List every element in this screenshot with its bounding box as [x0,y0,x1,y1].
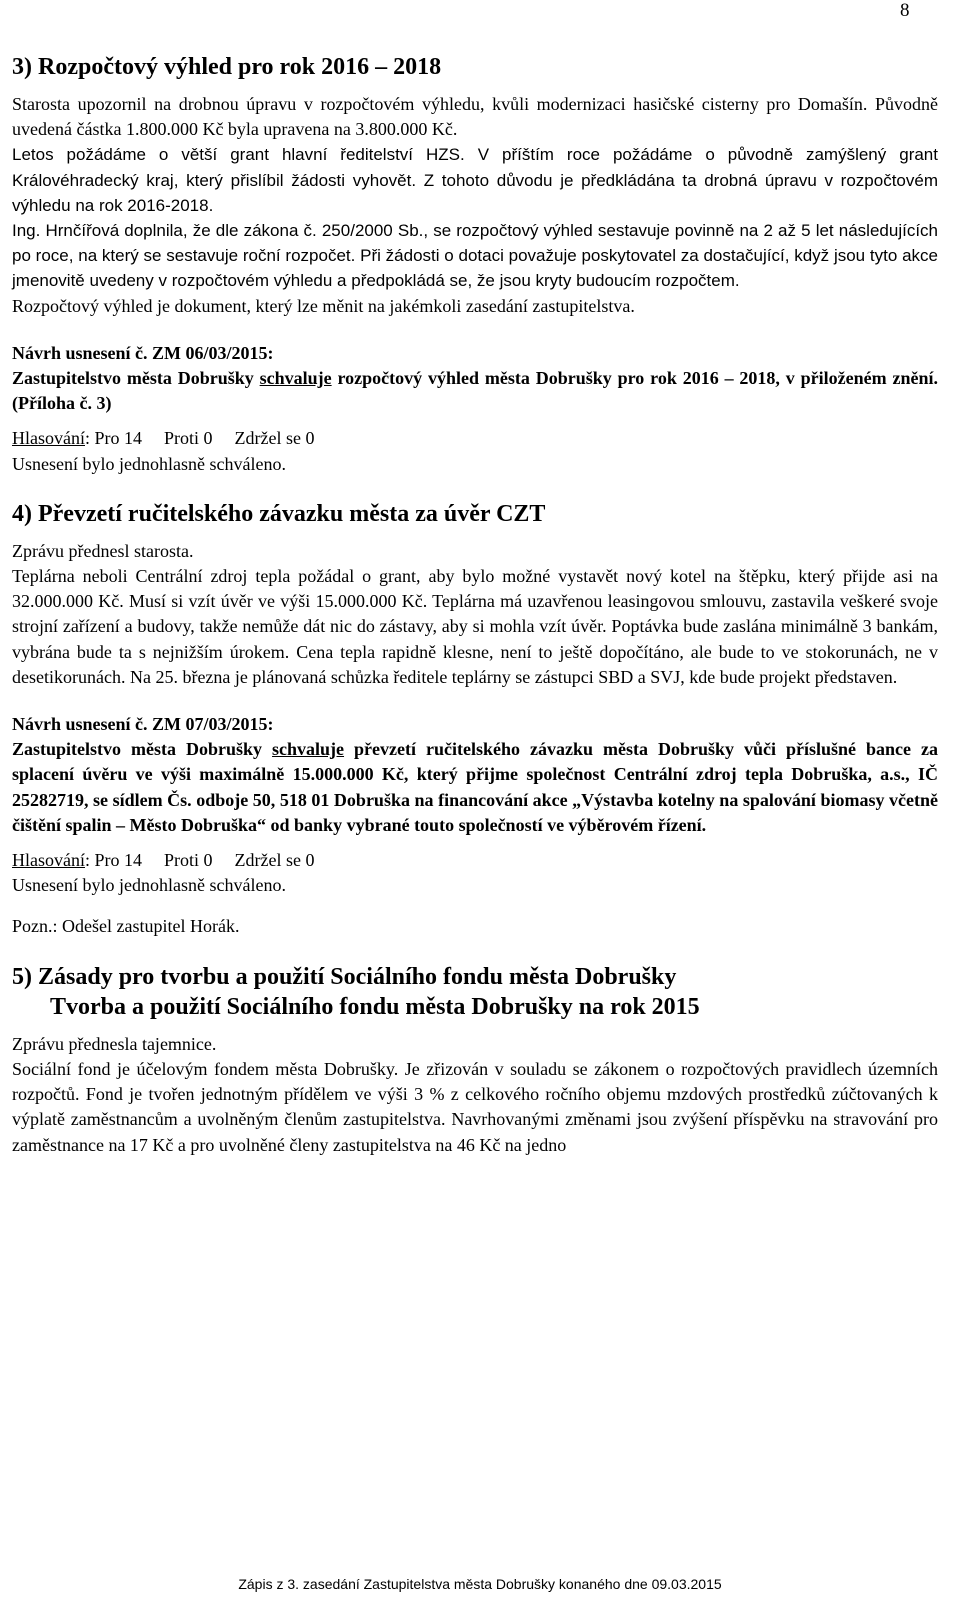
section5-para1: Sociální fond je účelovým fondem města Dobrušky. Je zřizován v souladu se zákonem o rozpočtových pravidlech územních rozpočtů. Fond je tvořen jednotným přídělem ve výši 3 % z celkového ročního objemu mzdových prostředků zúčtovaných k výplatě zaměstnancům a uvolněným členům zastupitelstva. Navrhovanými změnami jsou zvýšení příspěvku na stravování pro zaměstnance na 17 Kč a pro uvolněné členy zastupitelstva na 46 Kč na jedno [12,1058,938,1155]
section4-vote: Hlasování: Pro 14 Proti 0 Zdržel se 0 [12,850,315,871]
section3-para3: Ing. Hrnčířová doplnila, že dle zákona č. 250/2000 Sb., se rozpočtový výhled sestavuje povinně na 2 až 5 let následujících po roce, na který se sestavuje roční rozpočet. Při žádosti o dotaci považuje poskytovatel za dostačující, když jsou tyto akce jmenovitě uvedeny v rozpočtovém výhledu a předpokládá se, že jsou kryty budoucím rozpočtem. [12,221,938,291]
section3-result: Usnesení bylo jednohlasně schváleno. [12,453,286,474]
proposal-verb: schvaluje [272,739,345,760]
section3-proposal-text [12,366,938,416]
section4-proposal-title [12,712,938,737]
vote-for: Pro 14 [94,850,143,871]
section4-result: Usnesení bylo jednohlasně schváleno. [12,875,286,896]
vote-label: Hlasování [12,850,85,871]
section4-heading: 4) Převzetí ručitelského závazku města za úvěr CZT [12,500,546,527]
section3-vote: Hlasování: Pro 14 Proti 0 Zdržel se 0 [12,428,315,449]
section3-proposal-title [12,341,938,366]
proposal-label: Návrh usnesení č. [12,342,148,363]
section5-subheading: Tvorba a použití Sociálního fondu města Dobrušky na rok 2015 [50,993,700,1020]
vote-against: Proti 0 [164,428,213,449]
proposal-id: ZM 06/03/2015: [152,342,274,363]
proposal-text-a: Zastupitelstvo města Dobrušky [12,368,254,389]
document-body [12,52,938,1158]
section4-reporter: Zprávu přednesl starosta. [12,540,194,561]
proposal-id: ZM 07/03/2015: [152,714,274,735]
proposal-verb: schvaluje [259,368,332,389]
section4-proposal-text [12,737,938,838]
section4-note: Pozn.: Odešel zastupitel Horák. [12,916,240,937]
vote-abstain: Zdržel se 0 [234,428,315,449]
vote-for: Pro 14 [94,428,143,449]
proposal-label: Návrh usnesení č. [12,714,148,735]
page-number: 8 [900,0,910,21]
section5-heading: 5) Zásady pro tvorbu a použití Sociálního fondu města Dobrušky [12,963,677,990]
vote-abstain: Zdržel se 0 [234,850,315,871]
section3-para2: Letos požádáme o větší grant hlavní ředitelství HZS. V příštím roce požádáme o původně zamýšlený grant Královéhradecký kraj, který přislíbil žádosti vyhovět. Z tohoto důvodu je předkládána ta drobná úpravu v rozpočtovém výhledu na rok 2016-2018. [12,145,938,215]
section4-para1: Teplárna neboli Centrální zdroj tepla požádal o grant, aby bylo možné vystavět nový kotel na štěpku, který přijde asi na 32.000.000 Kč. Musí si vzít úvěr ve výši 15.000.000 Kč. Teplárna má uzavřenou leasingovou smlouvu, zastavila veškeré svoje strojní zařízení a budovy, takže nemůže dát nic do zástavy, aby si mohla vzít úvěr. Poptávka bude zaslána minimálně 3 bankám, vybrána bude ta s nejnižším úrokem. Cena tepla rapidně klesne, není to ještě dopočítáno, ale bude to ve stokorunách, ne v desetikorunách. Na 25. března je plánovaná schůzka ředitele teplárny se zástupci SBD a SVJ, kde bude projekt představen. [12,566,938,687]
vote-against: Proti 0 [164,850,213,871]
proposal-text-a: Zastupitelstvo města Dobrušky [12,739,263,760]
proposal-text-b: rozpočtový výhled města Dobrušky pro rok 2016 – 2018, v přiloženém znění. (Příloha č. 3) [12,368,939,414]
section3-heading: 3) Rozpočtový výhled pro rok 2016 – 2018 [12,54,442,80]
section3-para1: Starosta upozornil na drobnou úpravu v rozpočtovém výhledu, kvůli modernizaci hasičské cisterny pro Domašín. Původně uvedená částka 1.800.000 Kč byla upravena na 3.800.000 Kč. [12,94,938,140]
proposal-text-b: převzetí ručitelského závazku města Dobrušky vůči příslušné bance za splacení úvěru ve výši maximálně 15.000.000 Kč, který přijme společnost Centrální zdroj tepla Dobruška, a.s., IČ 25282719, se sídlem Čs. odboje 50, 518 01 Dobruška na financování akce „Výstavba kotelny na spalování biomasy včetně čištění spalin – Město Dobruška“ od banky vybrané touto společností ve výběrovém řízení. [12,739,938,835]
section3-para4: Rozpočtový výhled je dokument, který lze měnit na jakémkoli zasedání zastupitelstva. [12,295,635,316]
vote-label: Hlasování [12,428,85,449]
section5-reporter: Zprávu přednesla tajemnice. [12,1033,217,1054]
page-footer: Zápis z 3. zasedání Zastupitelstva města Dobrušky konaného dne 09.03.2015 [238,1576,722,1592]
